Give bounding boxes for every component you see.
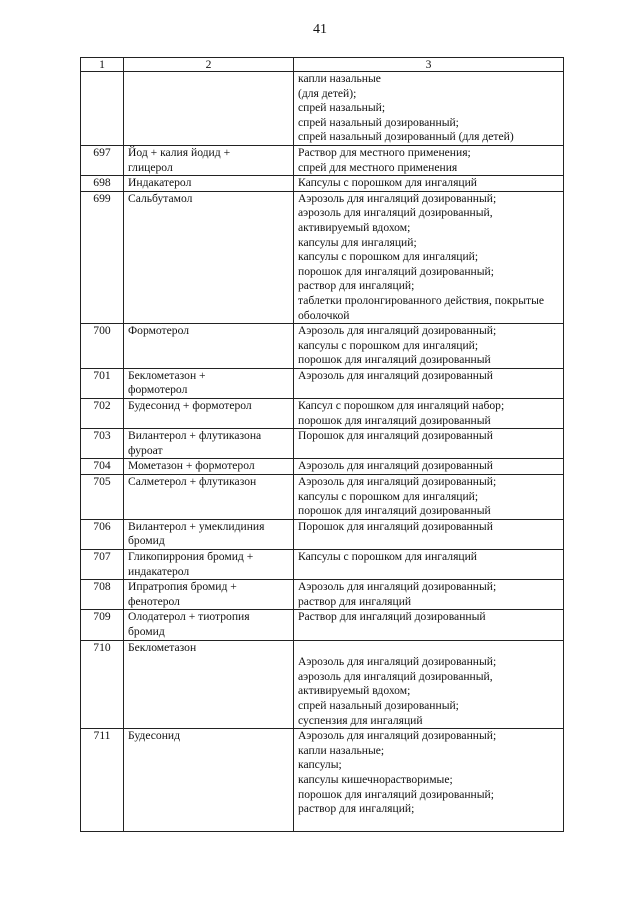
drug-name-line: Йод + калия йодид + [128,145,231,159]
dosage-form-line: Капсулы с порошком для ингаляций [298,176,478,190]
dosage-form-line: спрей назальный дозированный; [298,115,459,129]
row-number: 711 [81,729,124,832]
dosage-form-line: спрей для местного применения [298,160,458,174]
drug-name-line: Индакатерол [128,176,192,190]
dosage-forms-cell [294,640,564,729]
table-row [81,191,564,323]
dosage-forms-cell [294,324,564,369]
dosage-form-line: капсулы с порошком для ингаляций; [298,338,479,352]
drug-name-cell [124,610,294,640]
drug-name-line: Беклометазон + [128,368,206,382]
table-row [81,176,564,192]
row-number: 707 [81,550,124,580]
row-number: 709 [81,610,124,640]
drug-name-line: Сальбутамол [128,191,193,205]
table-header-row [81,58,564,72]
dosage-form-line: Аэрозоль для ингаляций дозированный; [298,324,497,338]
table-row [81,580,564,610]
dosage-form-line: (для детей); [298,86,357,100]
drug-name-cell [124,72,294,146]
table-row [81,610,564,640]
drug-name-line: бромид [128,624,165,638]
dosage-form-line: раствор для ингаляций; [298,279,415,293]
dosage-forms-cell [294,475,564,520]
table-row [81,368,564,398]
table-row [81,324,564,369]
drug-name-cell [124,580,294,610]
dosage-form-line: порошок для ингаляций дозированный [298,353,491,367]
dosage-form-line: таблетки пролонгированного действия, покрытые [298,293,545,307]
table-row [81,429,564,459]
drug-name-line: Мометазон + формотерол [128,459,255,473]
dosage-forms-cell [294,72,564,146]
dosage-form-line: оболочкой [298,308,350,322]
drug-name-line: индакатерол [128,564,190,578]
dosage-form-line: капли назальные; [298,743,385,757]
table-row [81,640,564,729]
dosage-forms-cell [294,176,564,192]
drug-name-line: Беклометазон [128,640,197,654]
blank-line [298,817,559,832]
drug-name-cell [124,729,294,832]
dosage-form-line: Аэрозоль для ингаляций дозированный [298,368,493,382]
dosage-form-line: Аэрозоль для ингаляций дозированный; [298,191,497,205]
dosage-forms-cell [294,191,564,323]
table-row [81,729,564,832]
dosage-form-line: порошок для ингаляций дозированный [298,504,491,518]
dosage-forms-cell [294,580,564,610]
column-header-name: 2 [124,58,294,72]
drug-name-cell [124,640,294,729]
table-body [81,72,564,832]
row-number: 706 [81,519,124,549]
dosage-form-line: Раствор для местного применения; [298,145,471,159]
row-number: 698 [81,176,124,192]
medications-table [80,57,564,832]
drug-name-cell [124,368,294,398]
drug-name-cell [124,399,294,429]
table-row [81,399,564,429]
row-number: 704 [81,459,124,475]
drug-name-line: Олодатерол + тиотропия [128,610,250,624]
drug-name-line: фенотерол [128,594,180,608]
dosage-form-line: Раствор для ингаляций дозированный [298,610,486,624]
dosage-form-line: Аэрозоль для ингаляций дозированный; [298,580,497,594]
table-row [81,519,564,549]
drug-name-cell [124,550,294,580]
row-number: 703 [81,429,124,459]
drug-name-line: Формотерол [128,324,189,338]
drug-name-line: Вилантерол + умеклидиния [128,519,265,533]
dosage-forms-cell [294,550,564,580]
table-row [81,459,564,475]
dosage-form-line: активируемый вдохом; [298,684,411,698]
drug-name-line: фуроат [128,443,163,457]
dosage-form-line: Аэрозоль для ингаляций дозированный; [298,729,497,743]
row-number: 700 [81,324,124,369]
dosage-form-line: Аэрозоль для ингаляций дозированный; [298,475,497,489]
dosage-form-line: капсулы кишечнорастворимые; [298,772,453,786]
row-number: 701 [81,368,124,398]
table-row [81,550,564,580]
drug-name-line: Салметерол + флутиказон [128,475,257,489]
dosage-form-line: порошок для ингаляций дозированный; [298,787,494,801]
dosage-forms-cell [294,399,564,429]
drug-name-line: формотерол [128,383,188,397]
dosage-form-line: Аэрозоль для ингаляций дозированный [298,459,493,473]
dosage-forms-cell [294,459,564,475]
table-row [81,145,564,175]
column-header-forms: 3 [294,58,564,72]
drug-name-cell [124,145,294,175]
drug-name-line: глицерол [128,160,173,174]
dosage-form-line: капли назальные [298,72,381,85]
dosage-form-line: капсулы; [298,758,342,772]
dosage-form-line [298,641,559,656]
dosage-form-line: Порошок для ингаляций дозированный [298,519,493,533]
drug-name-cell [124,176,294,192]
dosage-forms-cell [294,429,564,459]
dosage-form-line: порошок для ингаляций дозированный [298,413,491,427]
dosage-form-line: порошок для ингаляций дозированный; [298,264,494,278]
dosage-forms-cell [294,519,564,549]
drug-name-line: Будесонид + формотерол [128,399,252,413]
page-number: 41 [313,22,327,37]
drug-name-cell [124,429,294,459]
drug-name-line: Будесонид [128,729,181,743]
row-number: 699 [81,191,124,323]
dosage-form-line: активируемый вдохом; [298,220,411,234]
row-number: 708 [81,580,124,610]
table-row [81,475,564,520]
drug-name-line: Вилантерол + флутиказона [128,429,262,443]
drug-name-line: Гликопиррония бромид + [128,550,254,563]
dosage-form-line: спрей назальный; [298,101,386,115]
dosage-form-line: Капсулы с порошком для ингаляций [298,550,478,563]
dosage-form-line: аэрозоль для ингаляций дозированный, [298,206,493,220]
dosage-form-line: капсулы для ингаляций; [298,235,417,249]
dosage-form-line: Аэрозоль для ингаляций дозированный; [298,655,497,669]
drug-name-cell [124,324,294,369]
row-number: 697 [81,145,124,175]
dosage-form-line: раствор для ингаляций; [298,802,415,816]
dosage-form-line: Порошок для ингаляций дозированный [298,429,493,443]
row-number: 702 [81,399,124,429]
dosage-form-line: спрей назальный дозированный; [298,698,459,712]
dosage-form-line: раствор для ингаляций [298,594,412,608]
drug-name-line: Ипратропия бромид + [128,580,237,594]
row-number [81,72,124,146]
dosage-form-line: капсулы с порошком для ингаляций; [298,489,479,503]
table-row [81,72,564,146]
dosage-form-line: спрей назальный дозированный (для детей) [298,130,514,144]
drug-name-cell [124,459,294,475]
row-number: 710 [81,640,124,729]
row-number: 705 [81,475,124,520]
drug-name-cell [124,191,294,323]
dosage-form-line: капсулы с порошком для ингаляций; [298,250,479,264]
dosage-forms-cell [294,145,564,175]
dosage-forms-cell [294,729,564,832]
column-header-number: 1 [81,58,124,72]
dosage-forms-cell [294,368,564,398]
drug-name-cell [124,475,294,520]
dosage-form-line: Капсул с порошком для ингаляций набор; [298,399,505,413]
dosage-form-line: суспензия для ингаляций [298,713,423,727]
drug-name-cell [124,519,294,549]
dosage-form-line: аэрозоль для ингаляций дозированный, [298,669,493,683]
drug-name-line: бромид [128,534,165,548]
dosage-forms-cell [294,610,564,640]
